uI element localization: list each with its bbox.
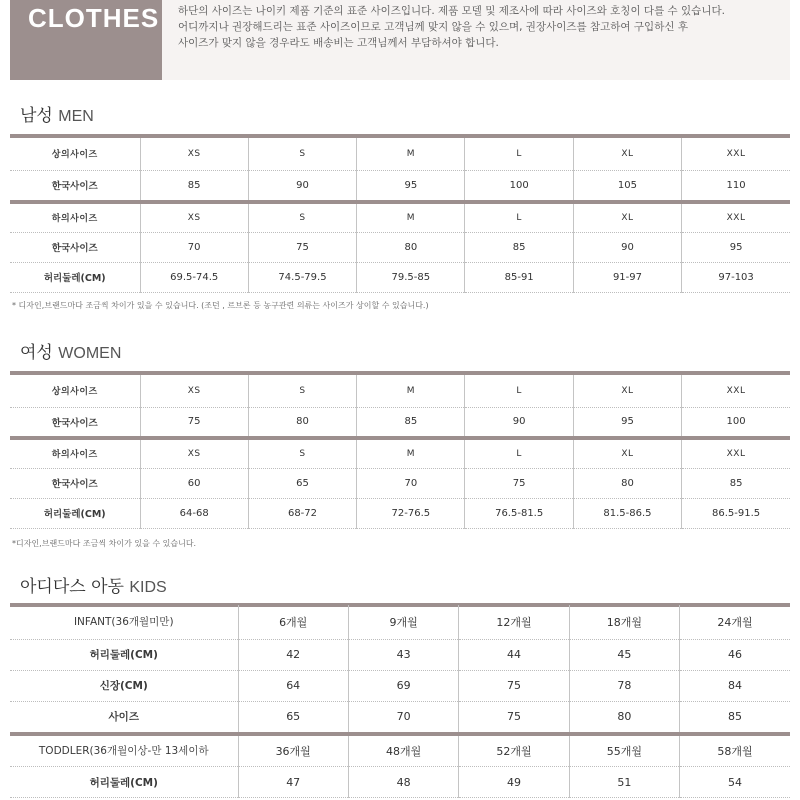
size-cell: 76.5-81.5: [465, 498, 573, 528]
size-cell: 90: [248, 170, 356, 202]
size-cell: 80: [248, 407, 356, 438]
size-cell: 80: [573, 468, 681, 498]
size-cell: 86.5-91.5: [682, 498, 790, 528]
size-cell: 9개월: [348, 605, 458, 639]
size-cell: 42: [238, 639, 348, 670]
size-cell: 6개월: [238, 605, 348, 639]
size-cell: XL: [573, 438, 681, 468]
men-bottom-korean-row: [10, 232, 790, 262]
size-cell: 69.5-74.5: [140, 262, 248, 292]
women-title-ko: 여성: [20, 343, 53, 363]
row-label: 하의사이즈: [10, 438, 140, 468]
size-cell: XXL: [682, 138, 790, 170]
row-label: 한국사이즈: [10, 468, 140, 498]
page-title: CLOTHES: [28, 3, 160, 33]
women-top-korean-row: [10, 407, 790, 438]
size-cell: 75: [459, 670, 569, 701]
notice-line: 하단의 사이즈는 나이키 제품 기준의 표준 사이즈입니다. 제품 모델 및 제조사에 따라 사이즈와 호칭이 다를 수 있습니다.: [178, 5, 725, 17]
size-cell: 64: [238, 670, 348, 701]
size-cell: 47: [238, 767, 348, 798]
men-top-korean-row: [10, 170, 790, 202]
women-top-size-row: [10, 375, 790, 407]
size-cell: XS: [140, 438, 248, 468]
size-cell: 48: [348, 767, 458, 798]
size-cell: M: [357, 375, 465, 407]
size-cell: 78: [569, 670, 679, 701]
size-cell: M: [357, 138, 465, 170]
size-cell: 58개월: [680, 734, 790, 767]
size-cell: 91-97: [573, 262, 681, 292]
size-cell: XL: [573, 375, 681, 407]
women-note: *디자인,브랜드마다 조금씩 차이가 있을 수 있습니다.: [12, 539, 197, 548]
size-cell: 90: [573, 232, 681, 262]
row-label: 한국사이즈: [10, 232, 140, 262]
size-cell: XS: [140, 375, 248, 407]
size-cell: 49: [459, 767, 569, 798]
size-cell: 12개월: [459, 605, 569, 639]
size-cell: M: [357, 202, 465, 232]
kids-infant-size-row: [10, 701, 790, 734]
size-cell: 97-103: [682, 262, 790, 292]
size-cell: 45: [569, 639, 679, 670]
size-cell: 68-72: [248, 498, 356, 528]
size-cell: 65: [238, 701, 348, 734]
row-label: 허리둘레(CM): [10, 767, 238, 798]
size-cell: XS: [140, 202, 248, 232]
row-label: 허리둘레(CM): [10, 498, 140, 528]
size-notice: [178, 3, 778, 51]
size-cell: L: [465, 438, 573, 468]
size-cell: 70: [357, 468, 465, 498]
size-cell: 60: [140, 468, 248, 498]
men-title-en: MEN: [58, 108, 94, 125]
size-cell: 44: [459, 639, 569, 670]
size-cell: 81.5-86.5: [573, 498, 681, 528]
size-cell: XL: [573, 202, 681, 232]
size-cell: XL: [573, 138, 681, 170]
row-label: TODDLER(36개월이상-만 13세이하: [10, 734, 238, 767]
kids-infant-header-row: [10, 605, 790, 639]
size-cell: 70: [140, 232, 248, 262]
men-waist-row: [10, 262, 790, 292]
row-label: 상의사이즈: [10, 375, 140, 407]
size-cell: L: [465, 375, 573, 407]
kids-infant-height-row: [10, 670, 790, 701]
size-cell: 51: [569, 767, 679, 798]
men-size-table: [10, 138, 790, 293]
row-label: 허리둘레(CM): [10, 262, 140, 292]
size-cell: 84: [680, 670, 790, 701]
kids-section-title: [20, 577, 167, 598]
men-bottom-size-row: [10, 202, 790, 232]
kids-infant-waist-row: [10, 639, 790, 670]
row-label: 한국사이즈: [10, 170, 140, 202]
women-section-title: [20, 343, 121, 364]
row-label: 하의사이즈: [10, 202, 140, 232]
size-cell: 75: [459, 701, 569, 734]
size-cell: S: [248, 138, 356, 170]
women-title-en: WOMEN: [58, 345, 122, 362]
size-cell: 85: [140, 170, 248, 202]
size-cell: 85: [465, 232, 573, 262]
size-cell: XXL: [682, 438, 790, 468]
kids-toddler-waist-row: [10, 767, 790, 798]
size-cell: 90: [465, 407, 573, 438]
women-waist-row: [10, 498, 790, 528]
size-cell: 18개월: [569, 605, 679, 639]
size-cell: S: [248, 202, 356, 232]
size-cell: 70: [348, 701, 458, 734]
row-label: INFANT(36개월미만): [10, 605, 238, 639]
size-cell: 46: [680, 639, 790, 670]
size-cell: 95: [357, 170, 465, 202]
size-cell: 72-76.5: [357, 498, 465, 528]
size-cell: 80: [569, 701, 679, 734]
kids-title-ko: 아디다스 아동: [20, 577, 124, 597]
size-cell: L: [465, 138, 573, 170]
size-cell: S: [248, 375, 356, 407]
size-cell: 24개월: [680, 605, 790, 639]
size-cell: 75: [248, 232, 356, 262]
clothes-banner: [10, 0, 162, 80]
size-cell: 36개월: [238, 734, 348, 767]
size-cell: 48개월: [348, 734, 458, 767]
size-cell: M: [357, 438, 465, 468]
size-cell: XXL: [682, 202, 790, 232]
size-cell: 75: [465, 468, 573, 498]
size-cell: 69: [348, 670, 458, 701]
size-cell: 95: [682, 232, 790, 262]
row-label: 신장(CM): [10, 670, 238, 701]
size-cell: 52개월: [459, 734, 569, 767]
size-cell: 85: [680, 701, 790, 734]
size-cell: 75: [140, 407, 248, 438]
kids-size-table: [10, 605, 790, 798]
size-cell: 100: [465, 170, 573, 202]
men-title-ko: 남성: [20, 106, 53, 126]
size-cell: S: [248, 438, 356, 468]
row-label: 상의사이즈: [10, 138, 140, 170]
size-cell: 43: [348, 639, 458, 670]
size-cell: 79.5-85: [357, 262, 465, 292]
men-note: * 디자인,브랜드마다 조금씩 차이가 있을 수 있습니다. (조던 , 르브론 등 농구관련 의류는 사이즈가 상이할 수 있습니다.): [12, 301, 429, 310]
size-cell: XXL: [682, 375, 790, 407]
size-cell: 64-68: [140, 498, 248, 528]
row-label: 한국사이즈: [10, 407, 140, 438]
men-top-size-row: [10, 138, 790, 170]
notice-line: 사이즈가 맞지 않을 경우라도 배송비는 고객님께서 부담하셔야 합니다.: [178, 37, 499, 49]
men-section-title: [20, 106, 94, 127]
size-cell: 54: [680, 767, 790, 798]
size-cell: 80: [357, 232, 465, 262]
size-cell: 105: [573, 170, 681, 202]
size-cell: XS: [140, 138, 248, 170]
size-cell: L: [465, 202, 573, 232]
size-cell: 100: [682, 407, 790, 438]
women-bottom-size-row: [10, 438, 790, 468]
size-cell: 55개월: [569, 734, 679, 767]
size-cell: 110: [682, 170, 790, 202]
women-bottom-korean-row: [10, 468, 790, 498]
size-cell: 95: [573, 407, 681, 438]
kids-toddler-header-row: [10, 734, 790, 767]
size-cell: 85: [357, 407, 465, 438]
size-cell: 65: [248, 468, 356, 498]
size-cell: 85: [682, 468, 790, 498]
size-cell: 74.5-79.5: [248, 262, 356, 292]
row-label: 사이즈: [10, 701, 238, 734]
notice-line: 어디까지나 권장해드리는 표준 사이즈이므로 고객님께 맞지 않을 수 있으며, 권장사이즈를 참고하여 구입하신 후: [178, 21, 688, 33]
size-cell: 85-91: [465, 262, 573, 292]
kids-title-en: KIDS: [129, 579, 167, 596]
row-label: 허리둘레(CM): [10, 639, 238, 670]
women-size-table: [10, 375, 790, 529]
